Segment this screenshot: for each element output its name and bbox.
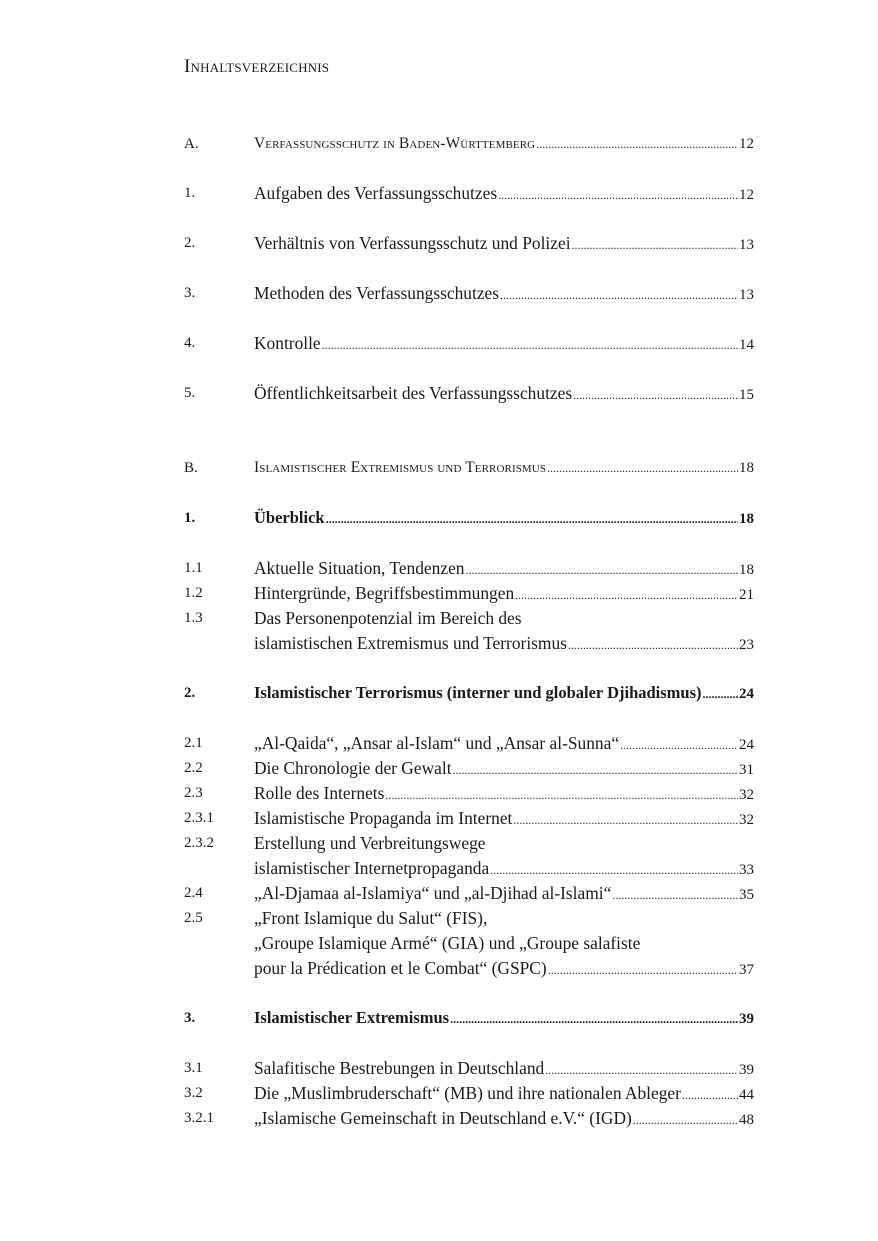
toc-entry-number: 1.1 (184, 560, 203, 576)
toc-entry (184, 1006, 754, 1030)
toc-entry-page-number: 15 (739, 387, 754, 403)
toc-entry-number: 1.3 (184, 610, 203, 626)
toc-entry-number: 3.2.1 (184, 1110, 214, 1126)
toc-entry-title: Methoden des Verfassungsschutzes (254, 283, 500, 303)
toc-entry (184, 1081, 754, 1105)
toc-entry-number: 2.5 (184, 910, 203, 926)
toc-entry-number: 2. (184, 235, 196, 251)
toc-entry-page-number: 32 (739, 812, 754, 828)
toc-entry-title: Aktuelle Situation, Tendenzen (254, 558, 465, 578)
toc-entry (184, 806, 754, 830)
toc-entry-page-number: 18 (739, 562, 754, 578)
toc-entry-title: Erstellung und Verbreitungswege (254, 833, 486, 853)
toc-entry (184, 231, 754, 255)
toc-entry (184, 381, 754, 405)
toc-entry (184, 506, 754, 530)
toc-entry-title: Hintergründe, Begriffsbestimmungen (254, 583, 515, 603)
dot-leader (536, 132, 738, 156)
toc-entry (184, 681, 754, 705)
dot-leader (490, 858, 738, 882)
dot-leader (385, 783, 738, 807)
toc-entry-title: Islamistischer Terrorismus (interner und globaler Djihadismus) (254, 683, 702, 702)
toc-entry-title: „Front Islamique du Salut“ (FIS), (254, 908, 488, 928)
toc-entry-page-number: 13 (739, 237, 754, 253)
toc-entry (184, 556, 754, 580)
dot-leader (547, 456, 738, 480)
toc-entry-title: Salafitische Bestrebungen in Deutschland (254, 1058, 545, 1078)
toc-entry (184, 132, 754, 156)
toc-entry-page-number: 21 (739, 587, 754, 603)
dot-leader (453, 758, 738, 782)
toc-entry (184, 781, 754, 805)
toc-entry-page-number: 39 (739, 1062, 754, 1078)
toc-entry (184, 881, 754, 905)
dot-leader (322, 333, 738, 357)
toc-entry-page-number: 44 (739, 1087, 754, 1103)
dot-leader (612, 883, 738, 907)
dot-leader (568, 633, 738, 657)
toc-entry (184, 831, 754, 855)
dot-leader (500, 283, 738, 307)
toc-entry-page-number: 48 (739, 1112, 754, 1128)
dot-leader (498, 183, 738, 207)
dot-leader (515, 583, 738, 607)
toc-entry (184, 731, 754, 755)
toc-entry-number: 3. (184, 285, 196, 301)
toc-entry (184, 456, 754, 480)
toc-entry-number: B. (184, 460, 198, 476)
dot-leader (450, 1007, 738, 1031)
toc-entry (184, 181, 754, 205)
toc-entry (184, 931, 754, 955)
toc-entry-number: 2. (184, 685, 196, 701)
toc-entry (184, 631, 754, 655)
dot-leader (465, 558, 738, 582)
toc-entry-number: 5. (184, 385, 196, 401)
dot-leader (513, 808, 738, 832)
toc-entry-number: 3. (184, 1010, 196, 1026)
toc-entry-number: 3.1 (184, 1060, 203, 1076)
dot-leader (633, 1108, 738, 1132)
toc-entry (184, 856, 754, 880)
toc-entry-page-number: 24 (739, 737, 754, 753)
dot-leader (545, 1058, 738, 1082)
toc-entry-title: „Islamische Gemeinschaft in Deutschland e.V.“ (IGD) (254, 1108, 632, 1128)
toc-entry-page-number: 24 (739, 686, 754, 702)
toc-entry-page-number: 33 (739, 862, 754, 878)
toc-entry-title: Das Personenpotenzial im Bereich des (254, 608, 522, 628)
toc-entry-number: 3.2 (184, 1085, 203, 1101)
toc-entry-number: 2.3.2 (184, 835, 214, 851)
toc-entry (184, 281, 754, 305)
toc-entry (184, 956, 754, 980)
toc-entry-page-number: 35 (739, 887, 754, 903)
toc-entry-number: 1.2 (184, 585, 203, 601)
toc-entry-title: „Al-Qaida“, „Ansar al-Islam“ und „Ansar al-Sunna“ (254, 733, 620, 753)
toc-entry-number: 2.3 (184, 785, 203, 801)
toc-entry-page-number: 31 (739, 762, 754, 778)
toc-entry-number: 2.2 (184, 760, 203, 776)
toc-entry-title: islamistischer Internetpropaganda (254, 858, 490, 878)
page-title: Inhaltsverzeichnis (184, 56, 330, 77)
dot-leader (548, 958, 738, 982)
toc-entry (184, 331, 754, 355)
toc-entry-title: Kontrolle (254, 333, 321, 353)
toc-entry-title: „Al-Djamaa al-Islamiya“ und „al-Djihad al-Islami“ (254, 883, 612, 903)
toc-entry (184, 1106, 754, 1130)
toc-entry-title: Verhältnis von Verfassungsschutz und Polizei (254, 233, 571, 253)
toc-entry-page-number: 14 (739, 337, 754, 353)
toc-entry-title: Verfassungsschutz in Baden-Württemberg (254, 135, 536, 152)
toc-entry-number: A. (184, 136, 199, 152)
toc-entry (184, 606, 754, 630)
toc-entry-page-number: 39 (739, 1011, 754, 1027)
toc-entry (184, 1056, 754, 1080)
toc-entry-page-number: 12 (739, 136, 754, 152)
toc-entry-page-number: 23 (739, 637, 754, 653)
toc-entry-number: 2.4 (184, 885, 203, 901)
toc-entry-page-number: 37 (739, 962, 754, 978)
dot-leader (326, 507, 738, 531)
toc-entry-number: 2.1 (184, 735, 203, 751)
toc-entry-title: Rolle des Internets (254, 783, 385, 803)
toc-entry-page-number: 18 (739, 511, 754, 527)
toc-entry-page-number: 12 (739, 187, 754, 203)
toc-entry-title: Islamistischer Extremismus (254, 1008, 450, 1027)
toc-entry-title: Die Chronologie der Gewalt (254, 758, 452, 778)
toc-entry-page-number: 13 (739, 287, 754, 303)
toc-entry-title: Aufgaben des Verfassungsschutzes (254, 183, 498, 203)
dot-leader (682, 1083, 738, 1107)
dot-leader (572, 233, 738, 257)
toc-entry-number: 1. (184, 185, 196, 201)
toc-entry-number: 4. (184, 335, 196, 351)
toc-entry-title: Überblick (254, 508, 325, 527)
toc-entry-title: Islamistische Propaganda im Internet (254, 808, 513, 828)
toc-entry (184, 756, 754, 780)
dot-leader (620, 733, 738, 757)
toc-entry-title: „Groupe Islamique Armé“ (GIA) und „Groupe salafiste (254, 933, 641, 953)
dot-leader (703, 682, 738, 706)
toc-entry-title: pour la Prédication et le Combat“ (GSPC) (254, 958, 547, 978)
toc-entry-page-number: 18 (739, 460, 754, 476)
toc-entry-page-number: 32 (739, 787, 754, 803)
toc-entry-number: 2.3.1 (184, 810, 214, 826)
toc-entry (184, 906, 754, 930)
toc-entry-title: Islamistischer Extremismus und Terrorismus (254, 459, 547, 476)
toc-entry-number: 1. (184, 510, 196, 526)
dot-leader (573, 383, 738, 407)
toc-entry-title: islamistischen Extremismus und Terrorismus (254, 633, 567, 653)
toc-entry (184, 581, 754, 605)
toc-entry-title: Die „Muslimbruderschaft“ (MB) und ihre nationalen Ableger (254, 1083, 681, 1103)
toc-entry-title: Öffentlichkeitsarbeit des Verfassungsschutzes (254, 383, 573, 403)
